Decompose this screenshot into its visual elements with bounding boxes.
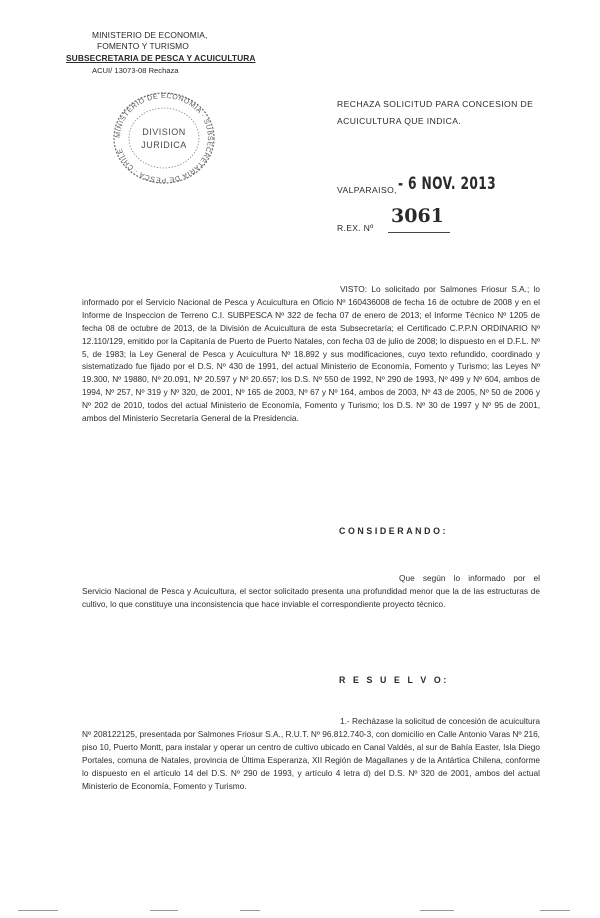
- ministry-subname: FOMENTO Y TURISMO: [97, 41, 189, 51]
- considerando-heading: CONSIDERANDO:: [339, 526, 449, 536]
- rex-underline: [388, 232, 450, 233]
- considerando-paragraph: Que según lo informado por el Servicio Nacional de Pesca y Acuicultura, el sector solicitado presenta una profundidad menor que la de las estructuras de cultivo, lo que constituye una inconsistencia que hace inviable el correspondiente proyecto técnico.: [82, 573, 540, 609]
- resolution-subject: RECHAZA SOLICITUD PARA CONCESION DE ACUICULTURA QUE INDICA.: [337, 99, 534, 126]
- rex-number: 3061: [391, 205, 444, 227]
- rex-label: R.EX. Nº: [337, 223, 374, 233]
- subsecretaria-name: SUBSECRETARIA DE PESCA Y ACUICULTURA: [66, 53, 256, 63]
- scan-edge-marks: [0, 906, 600, 918]
- visto-text: Lo solicitado por Salmones Friosur S.A.; lo informado por el Servicio Nacional de Pesca y Acuicultura en Oficio Nº 160436008 de fecha 16 de octubre de 2008 y en el Informe de Inspeccion de Terreno C.I. SUBPESCA Nº 322 de fecha 07 de enero de 2013; el Informe Técnico Nº 1205 de fecha 08 de octubre de 2013, de la División de Acuicultura de esta Subsecretaría; el Certificado C.P.P.N ORDINARIO Nº 12.110/129, emitido por la Capitanía de Puerto de Puerto Natales, con fecha 03 de julio de 2008; lo dispuesto en el D.F.L. Nº 5, de 1983; la Ley General de Pesca y Acuicultura Nº 18.892 y sus modificaciones, cuyo texto refundido, coordinado y sistematizado fue fijado por el D.S. Nº 430 de 1991, del actual Ministerio de Economía, Fomento y Turismo; las Leyes Nº 19.300, Nº 19880, Nº 20.091, Nº 20.597 y Nº 20.657; los D.S. Nº 550 de 1992, Nº 290 de 1993, Nº 499 y Nº 604, ambos de 1994, Nº 257, Nº 319 y Nº 320, de 2001, Nº 165 de 2003, Nº 67 y Nº 164, ambos de 2003, Nº 43 de 2005, Nº 50 de 2006 y Nº 202 de 2010, todos del actual Ministerio de Economía, Fomento y Turismo; los D.S. Nº 30 de 1997 y Nº 95 de 2001, ambos del Ministerio Secretaría General de la Presidencia.: [82, 284, 540, 424]
- visto-label: VISTO:: [340, 284, 368, 294]
- place: VALPARAISO,: [337, 185, 397, 195]
- seal-line-1: DIVISION: [142, 127, 186, 137]
- seal-icon: [105, 88, 223, 188]
- svg-text:MINISTERIO DE ECONOMIA · SUBSE: [115, 93, 213, 183]
- ministry-name: MINISTERIO DE ECONOMIA,: [92, 30, 208, 40]
- resuelvo-heading: R E S U E L V O:: [339, 675, 449, 685]
- reference-code: ACUI/ 13073-08 Rechaza: [92, 66, 179, 75]
- resuelvo-paragraph: 1.- Recházase la solicitud de concesión de acuicultura Nº 208122125, presentada por Salmones Friosur S.A., R.U.T. Nº 96.812.740-3, con domicilio en Calle Antonio Varas Nº 216, piso 10, Puerto Montt, para instalar y operar un centro de cultivo ubicado en Canal Valdés, al sur de Bahía Easter, Isla Diego Portales, comuna de Natales, provincia de Última Esperanza, XII Región de Magallanes y de la Antártica Chilena, conforme lo dispuesto en el artículo 14 del D.S. Nº 290 de 1993, y artículo 4 letra d) del D.S. Nº 320 de 2001, ambos del actual Ministerio de Economía, Fomento y Turismo.: [82, 716, 540, 791]
- seal-ring-text: MINISTERIO DE ECONOMIA · SUBSECRETARIA DE PESCA · CHILE: [114, 92, 214, 184]
- division-juridica-seal: [105, 88, 223, 188]
- visto-paragraph: [82, 283, 540, 425]
- date-stamp: - 6 NOV. 2013: [398, 174, 496, 194]
- seal-line-2: JURIDICA: [141, 140, 187, 150]
